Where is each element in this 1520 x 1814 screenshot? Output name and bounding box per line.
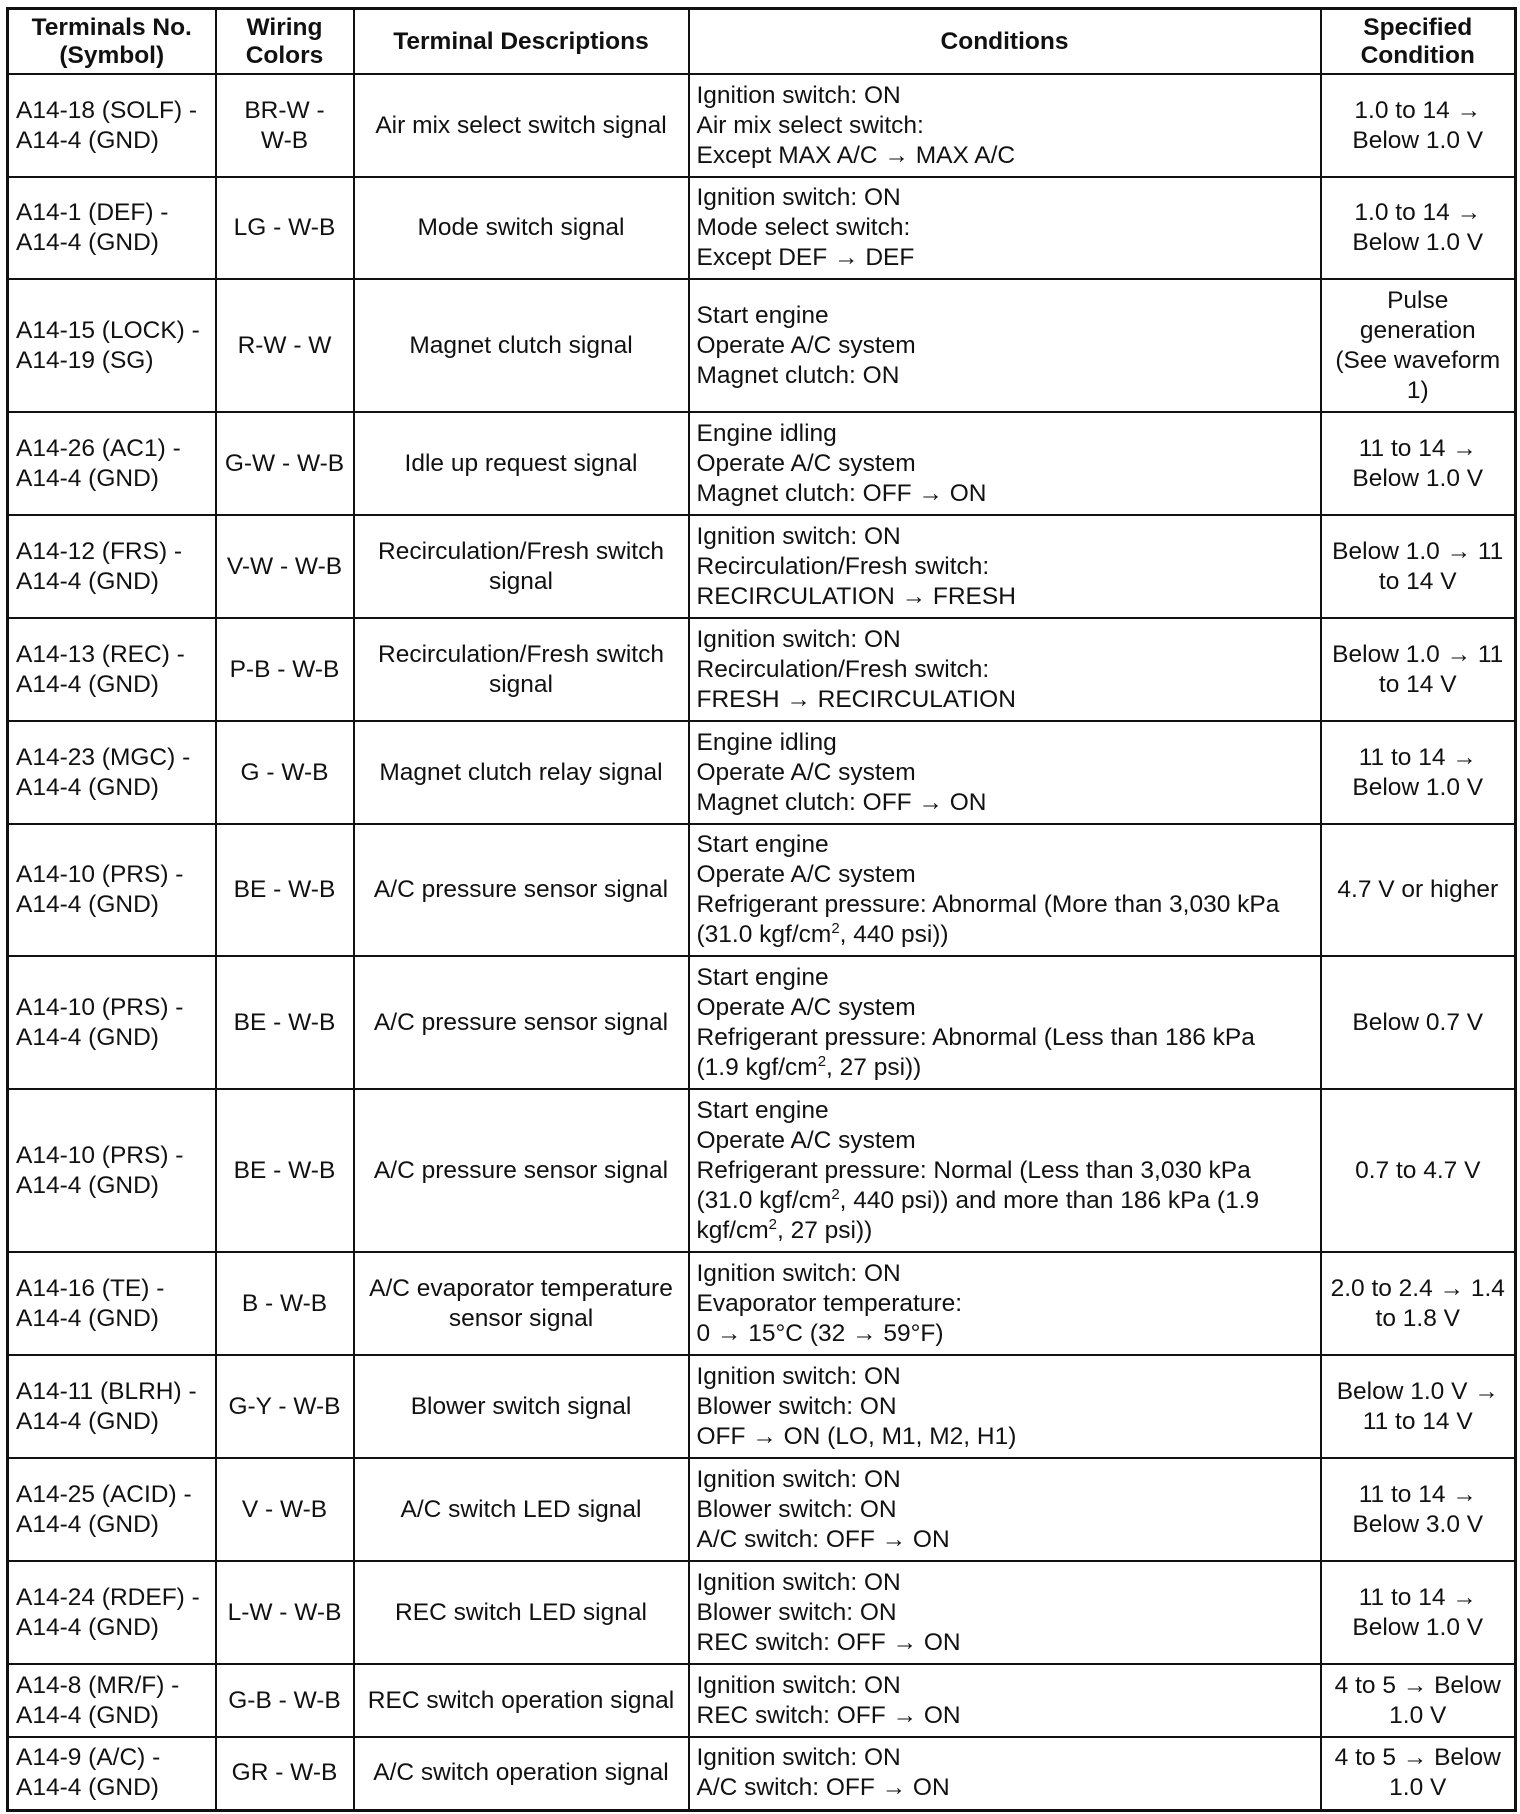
- description-cell: REC switch LED signal: [354, 1561, 689, 1664]
- specified-cell: Below 1.0 → 11 to 14 V: [1321, 515, 1516, 618]
- condition-line: Operate A/C system: [696, 331, 916, 359]
- conditions-cell: [689, 1089, 1321, 1252]
- condition-line: Mode select switch:: [696, 214, 911, 241]
- description-cell: A/C pressure sensor signal: [354, 956, 689, 1089]
- condition-line: Start engine: [696, 831, 829, 858]
- condition-line: Evaporator temperature:: [696, 1289, 963, 1317]
- condition-line: Except DEF → DEF: [696, 244, 915, 271]
- condition-line: Engine idling: [696, 419, 837, 447]
- description-cell: REC switch operation signal: [354, 1664, 689, 1737]
- table-row: [8, 1664, 1516, 1737]
- conditions-cell: [689, 721, 1321, 824]
- condition-line: OFF → ON (LO, M1, M2, H1): [696, 1422, 1017, 1450]
- description-cell: Blower switch signal: [354, 1355, 689, 1458]
- condition-line: Engine idling: [696, 728, 837, 756]
- condition-line: Operate A/C system: [696, 1126, 916, 1154]
- terminal-cell: A14-26 (AC1) - A14-4 (GND): [8, 412, 216, 515]
- description-cell: Recirculation/Fresh switch signal: [354, 515, 689, 618]
- specified-cell: 11 to 14 → Below 1.0 V: [1321, 721, 1516, 824]
- conditions-cell: [689, 279, 1321, 412]
- condition-line: (31.0 kgf/$cm^2$, 440 psi)) and more than 186 kPa (1.9: [696, 1185, 1260, 1214]
- condition-line: Recirculation/Fresh switch:: [696, 655, 990, 683]
- condition-line: Magnet clutch: OFF → ON: [696, 788, 987, 816]
- condition-line: Recirculation/Fresh switch:: [696, 552, 990, 580]
- terminal-cell: A14-10 (PRS) - A14-4 (GND): [8, 956, 216, 1089]
- description-cell: Air mix select switch signal: [354, 74, 689, 177]
- specified-cell: 4 to 5 → Below 1.0 V: [1321, 1664, 1516, 1737]
- condition-line: Ignition switch: ON: [696, 1671, 901, 1699]
- condition-line: 0 → 15°C (32 → 59°F): [696, 1319, 944, 1347]
- condition-line: Except MAX A/C → MAX A/C: [696, 141, 1016, 169]
- table-row: [8, 177, 1516, 279]
- wiring-cell: BE - W-B: [216, 956, 354, 1089]
- specified-cell: Below 1.0 → 11 to 14 V: [1321, 618, 1516, 721]
- specified-cell: Pulse generation (See waveform 1): [1321, 279, 1516, 412]
- specified-cell: 0.7 to 4.7 V: [1321, 1089, 1516, 1252]
- condition-line: Blower switch: ON: [696, 1598, 897, 1626]
- terminal-cell: A14-16 (TE) - A14-4 (GND): [8, 1252, 216, 1355]
- condition-line: Ignition switch: ON: [696, 522, 901, 550]
- conditions-cell: [689, 1458, 1321, 1561]
- wiring-cell: R-W - W: [216, 279, 354, 412]
- condition-line: Operate A/C system: [696, 861, 916, 888]
- terminal-cell: A14-13 (REC) - A14-4 (GND): [8, 618, 216, 721]
- description-cell: Mode switch signal: [354, 177, 689, 279]
- specified-cell: 11 to 14 → Below 3.0 V: [1321, 1458, 1516, 1561]
- header-wiring: Wiring Colors: [216, 9, 354, 75]
- terminal-cell: A14-1 (DEF) - A14-4 (GND): [8, 177, 216, 279]
- condition-line: Start engine: [696, 963, 829, 991]
- terminal-cell: A14-25 (ACID) - A14-4 (GND): [8, 1458, 216, 1561]
- condition-line: (1.9 kgf/$cm^2$, 27 psi)): [696, 1052, 922, 1081]
- condition-line: kgf/$cm^2$, 27 psi)): [696, 1215, 873, 1244]
- table-body: [8, 74, 1516, 1810]
- description-cell: Idle up request signal: [354, 412, 689, 515]
- table-row: [8, 1561, 1516, 1664]
- table-row: [8, 1252, 1516, 1355]
- condition-line: Start engine: [696, 301, 829, 329]
- conditions-cell: [689, 177, 1321, 279]
- condition-line: Magnet clutch: OFF → ON: [696, 479, 987, 507]
- table-row: [8, 1089, 1516, 1252]
- terminal-cell: A14-23 (MGC) - A14-4 (GND): [8, 721, 216, 824]
- condition-line: REC switch: OFF → ON: [696, 1701, 961, 1729]
- condition-line: Operate A/C system: [696, 993, 916, 1021]
- description-cell: A/C pressure sensor signal: [354, 824, 689, 956]
- wiring-cell: G-B - W-B: [216, 1664, 354, 1737]
- condition-line: (31.0 kgf/$cm^2$, 440 psi)): [696, 919, 949, 948]
- terminal-cell: A14-15 (LOCK) - A14-19 (SG): [8, 279, 216, 412]
- specified-cell: 1.0 to 14 → Below 1.0 V: [1321, 74, 1516, 177]
- condition-line: Ignition switch: ON: [696, 625, 901, 653]
- condition-line: Ignition switch: ON: [696, 1259, 901, 1287]
- condition-line: Blower switch: ON: [696, 1392, 897, 1420]
- terminal-cell: A14-24 (RDEF) - A14-4 (GND): [8, 1561, 216, 1664]
- condition-line: Refrigerant pressure: Abnormal (Less than 186 kPa: [696, 1023, 1255, 1051]
- description-cell: A/C pressure sensor signal: [354, 1089, 689, 1252]
- condition-line: REC switch: OFF → ON: [696, 1628, 961, 1656]
- condition-line: Ignition switch: ON: [696, 81, 901, 109]
- wiring-cell: P-B - W-B: [216, 618, 354, 721]
- conditions-cell: [689, 1561, 1321, 1664]
- condition-line: A/C switch: OFF → ON: [696, 1774, 950, 1802]
- wiring-cell: G - W-B: [216, 721, 354, 824]
- table-row: [8, 956, 1516, 1089]
- table-row: [8, 721, 1516, 824]
- condition-line: Refrigerant pressure: Normal (Less than 3,030 kPa: [696, 1156, 1251, 1184]
- conditions-cell: [689, 824, 1321, 956]
- terminal-cell: A14-8 (MR/F) - A14-4 (GND): [8, 1664, 216, 1737]
- wiring-cell: V - W-B: [216, 1458, 354, 1561]
- condition-line: Ignition switch: ON: [696, 1465, 901, 1493]
- terminal-cell: A14-10 (PRS) - A14-4 (GND): [8, 1089, 216, 1252]
- conditions-cell: [689, 412, 1321, 515]
- specified-cell: Below 1.0 V → 11 to 14 V: [1321, 1355, 1516, 1458]
- condition-line: Magnet clutch: ON: [696, 361, 900, 389]
- specified-cell: 1.0 to 14 → Below 1.0 V: [1321, 177, 1516, 279]
- terminal-spec-table: [6, 7, 1517, 1812]
- condition-line: Ignition switch: ON: [696, 184, 901, 211]
- wiring-cell: G-Y - W-B: [216, 1355, 354, 1458]
- terminal-cell: A14-18 (SOLF) - A14-4 (GND): [8, 74, 216, 177]
- wiring-cell: G-W - W-B: [216, 412, 354, 515]
- conditions-cell: [689, 956, 1321, 1089]
- conditions-cell: [689, 1664, 1321, 1737]
- conditions-cell: [689, 74, 1321, 177]
- table-row: [8, 412, 1516, 515]
- conditions-cell: [689, 1355, 1321, 1458]
- table-row: [8, 1737, 1516, 1810]
- condition-line: Ignition switch: ON: [696, 1744, 901, 1772]
- header-conditions: Conditions: [689, 9, 1321, 75]
- table-row: [8, 618, 1516, 721]
- terminal-cell: A14-12 (FRS) - A14-4 (GND): [8, 515, 216, 618]
- terminal-cell: A14-9 (A/C) - A14-4 (GND): [8, 1737, 216, 1810]
- header-description: Terminal Descriptions: [354, 9, 689, 75]
- header-specified: Specified Condition: [1321, 9, 1516, 75]
- header-terminal: Terminals No. (Symbol): [8, 9, 216, 75]
- terminal-cell: A14-10 (PRS) - A14-4 (GND): [8, 824, 216, 956]
- wiring-cell: V-W - W-B: [216, 515, 354, 618]
- table-row: [8, 279, 1516, 412]
- conditions-cell: [689, 618, 1321, 721]
- wiring-cell: BE - W-B: [216, 824, 354, 956]
- condition-line: Operate A/C system: [696, 449, 916, 477]
- specified-cell: 2.0 to 2.4 → 1.4 to 1.8 V: [1321, 1252, 1516, 1355]
- condition-line: RECIRCULATION → FRESH: [696, 582, 1016, 610]
- condition-line: A/C switch: OFF → ON: [696, 1525, 950, 1553]
- table-row: [8, 1458, 1516, 1561]
- table-row: [8, 824, 1516, 956]
- condition-line: Air mix select switch:: [696, 111, 924, 139]
- specified-cell: 4 to 5 → Below 1.0 V: [1321, 1737, 1516, 1810]
- condition-line: Blower switch: ON: [696, 1495, 897, 1523]
- conditions-cell: [689, 515, 1321, 618]
- wiring-cell: LG - W-B: [216, 177, 354, 279]
- specified-cell: Below 0.7 V: [1321, 956, 1516, 1089]
- condition-line: Ignition switch: ON: [696, 1568, 901, 1596]
- terminal-cell: A14-11 (BLRH) - A14-4 (GND): [8, 1355, 216, 1458]
- description-cell: Magnet clutch relay signal: [354, 721, 689, 824]
- wiring-cell: B - W-B: [216, 1252, 354, 1355]
- table-row: [8, 74, 1516, 177]
- description-cell: A/C switch operation signal: [354, 1737, 689, 1810]
- specified-cell: 4.7 V or higher: [1321, 824, 1516, 956]
- table-header-row: [8, 9, 1516, 75]
- condition-line: Refrigerant pressure: Abnormal (More than 3,030 kPa: [696, 891, 1280, 918]
- wiring-cell: GR - W-B: [216, 1737, 354, 1810]
- conditions-cell: [689, 1737, 1321, 1810]
- wiring-cell: BR-W - W-B: [216, 74, 354, 177]
- description-cell: A/C switch LED signal: [354, 1458, 689, 1561]
- condition-line: Start engine: [696, 1096, 829, 1124]
- table-row: [8, 1355, 1516, 1458]
- description-cell: A/C evaporator temperature sensor signal: [354, 1252, 689, 1355]
- wiring-cell: BE - W-B: [216, 1089, 354, 1252]
- specified-cell: 11 to 14 → Below 1.0 V: [1321, 1561, 1516, 1664]
- description-cell: Magnet clutch signal: [354, 279, 689, 412]
- wiring-cell: L-W - W-B: [216, 1561, 354, 1664]
- condition-line: Operate A/C system: [696, 758, 916, 786]
- condition-line: FRESH → RECIRCULATION: [696, 685, 1016, 713]
- conditions-cell: [689, 1252, 1321, 1355]
- table-row: [8, 515, 1516, 618]
- description-cell: Recirculation/Fresh switch signal: [354, 618, 689, 721]
- specified-cell: 11 to 14 → Below 1.0 V: [1321, 412, 1516, 515]
- condition-line: Ignition switch: ON: [696, 1362, 901, 1390]
